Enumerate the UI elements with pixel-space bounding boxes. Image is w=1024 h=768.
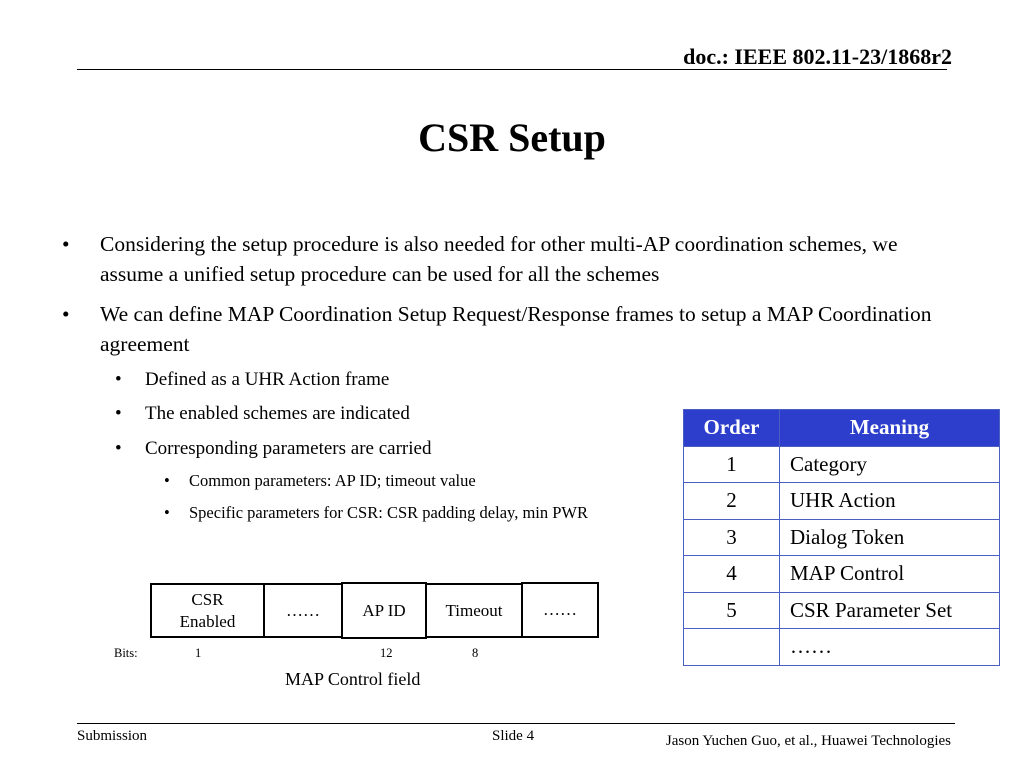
sub-bullet-enabled-schemes [115,401,410,427]
bullet-marker: • [164,503,170,522]
bullet-text: The enabled schemes are indicated [145,403,410,424]
bullet-marker: • [62,302,70,326]
table-row [684,446,1000,483]
diagram-caption: MAP Control field [285,669,421,689]
table-cell-order [684,629,780,666]
bullet-marker: • [115,403,122,424]
bullet-marker: • [164,471,170,490]
column-header-meaning: Meaning [780,410,1000,447]
bullet-unified-setup [62,229,960,289]
document-id: doc.: IEEE 802.11-23/1868r2 [683,44,952,69]
table-row [684,592,1000,629]
subsub-bullet-common-params [164,470,476,492]
table-row [684,519,1000,556]
bits-timeout: 8 [472,646,479,660]
bullet-marker: • [115,369,122,390]
field-csr-enabled: CSR Enabled [150,583,265,638]
table-cell-order: 1 [684,446,780,483]
table-cell-meaning: MAP Control [780,556,1000,593]
table-cell-order: 3 [684,519,780,556]
table-cell-meaning: Category [780,446,1000,483]
footer-divider [77,723,955,724]
table-cell-meaning: UHR Action [780,483,1000,520]
table-cell-meaning: Dialog Token [780,519,1000,556]
bullet-text: Specific parameters for CSR: CSR padding delay, min PWR [189,503,588,522]
slide-title: CSR Setup [418,115,606,160]
field-timeout: Timeout [425,583,523,638]
field-ellipsis-1: …… [263,583,343,638]
subsub-bullet-csr-params [164,502,588,524]
bits-csr-enabled: 1 [195,646,202,660]
field-ap-id: AP ID [341,582,427,639]
table-cell-order: 5 [684,592,780,629]
table-row [684,629,1000,666]
table-cell-meaning: CSR Parameter Set [780,592,1000,629]
footer-submission: Submission [77,728,148,744]
bullet-marker: • [115,438,122,459]
bullet-text: We can define MAP Coordination Setup Request/Response frames to setup a MAP Coordination agreement [100,302,932,356]
bullet-map-frames [62,299,970,359]
footer-authors: Jason Yuchen Guo, et al., Huawei Technologies [665,733,951,749]
sub-bullet-uhr-action [115,367,390,393]
header-divider [77,69,947,70]
bullet-text: Considering the setup procedure is also needed for other multi-AP coordination schemes, we assume a unified setup procedure can be used for all the schemes [100,232,898,286]
bullet-marker: • [62,232,70,256]
table-row [684,483,1000,520]
sub-bullet-parameters [115,436,432,462]
bullet-text: Common parameters: AP ID; timeout value [189,471,476,490]
slide-number: Slide 4 [492,728,535,744]
bits-label: Bits: [114,646,138,660]
table-header-row [684,410,1000,447]
bits-ap-id: 12 [380,646,393,660]
field-ellipsis-2: …… [521,582,599,638]
table-cell-meaning: …… [780,629,1000,666]
table-cell-order: 4 [684,556,780,593]
frame-format-table [683,409,1000,666]
bullet-text: Defined as a UHR Action frame [145,369,390,390]
column-header-order: Order [684,410,780,447]
bullet-text: Corresponding parameters are carried [145,438,432,459]
table-row [684,556,1000,593]
table-cell-order: 2 [684,483,780,520]
